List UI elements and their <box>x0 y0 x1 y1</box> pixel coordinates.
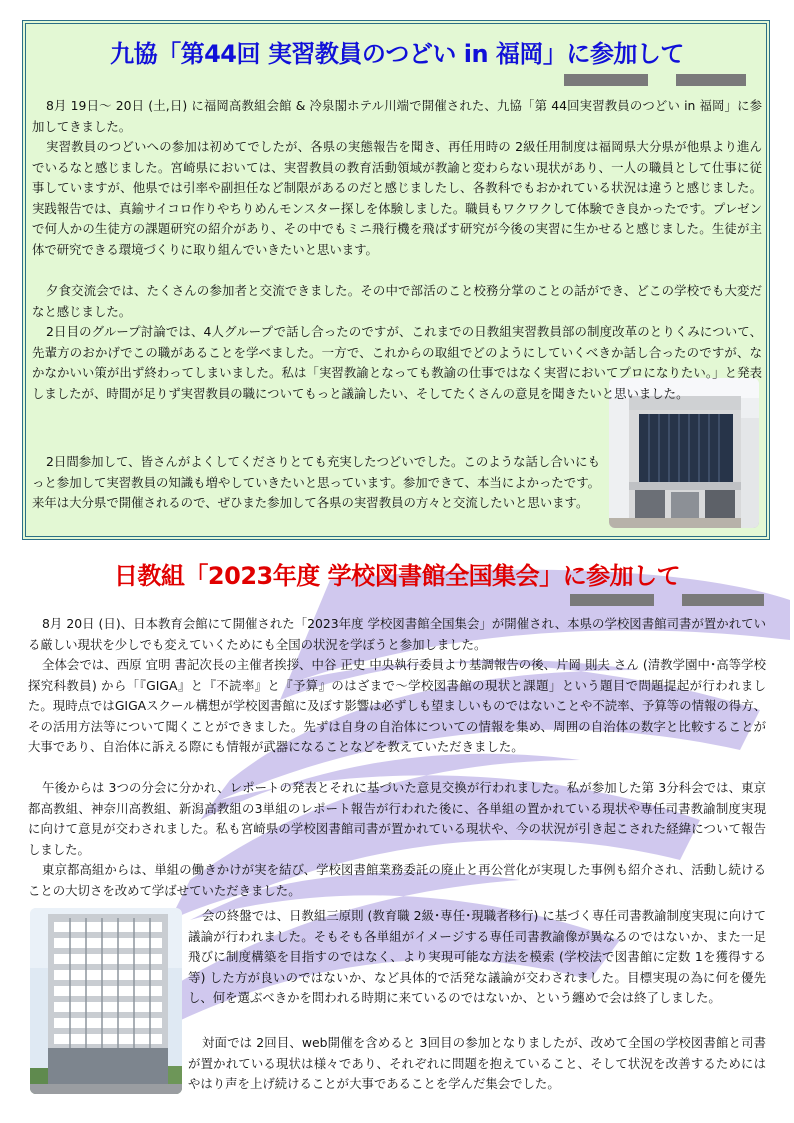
article-paragraph: 会の終盤では、日教組三原則 (教育職 2級･専任･現職者移行) に基づく専任司書教諭制度実現に向けて議論が行われました。そもそも各単組がイメージする専任司書教諭像が異なるのではないか、また一足飛びに制度構築を目指すのではなく、より実現可能な方法を模索 (学校法で図書館に定数 1を獲得する等) した方が良いのではないか、など具体的で活発な議論が交わされました。目標実現の為に何を優先し、何を選ぶべきかを問われる時期に来ているのではないか、という纏めで会は終了しました。 <box>188 908 766 1005</box>
author-redaction-bar <box>570 594 654 606</box>
building-photo-kyoiku-kaikan <box>30 908 182 1094</box>
article-paragraph: 2日目のグループ討論では、4人グループで話し合ったのですが、これまでの日教組実習教員部の制度改革のとりくみについて、先輩方のおかげでこの職があることを学べました。一方で、これからの取組でどのようにしていくべきか話し合ったのですが、なかなかいい策が出ず終わってしまいました。私は「実習教諭となっても教諭の仕事ではなく実習においてプロになりたい。」と発表しましたが、時間が足りず実習教員の職についてもっと議論したい、そしてたくさんの意見を聞きたいと思いました。 <box>32 324 762 401</box>
article-title-library: 日教組「2023年度 学校図書館全国集会」に参加して <box>113 562 681 590</box>
author-redaction-bar <box>682 594 764 606</box>
author-redaction-bar <box>564 74 648 86</box>
article-paragraph: 対面では 2回目、web開催を含めると 3回目の参加となりましたが、改めて全国の学校図書館と司書が置かれている現状は様々であり、それぞれに問題を抱えていること、そして状況を改善するためにはやはり声を上げ続けることが大事であることを学んだ集会でした。 <box>188 1035 766 1091</box>
article-paragraph: 8月 19日～ 20日 (土,日) に福岡高教組会館 & 冷泉閣ホテル川端で開催された、九協「第 44回実習教員のつどい in 福岡」に参加してきました。 <box>32 98 762 134</box>
article-paragraph: 2日間参加して、皆さんがよくしてくださりとても充実したつどいでした。このような話し合いにもっと参加して実習教員の知識も増やしていきたいと思っています。参加できて、本当によかったです。来年は大分県で開催されるので、ぜひまた参加して各県の実習教員の方々と交流したいと思います。 <box>32 454 600 510</box>
article-paragraph: 夕食交流会では、たくさんの参加者と交流できました。その中で部活のこと校務分掌のことの話ができ、どこの学校でも大変だなと感じました。 <box>32 283 762 319</box>
article-paragraph: 全体会では、西原 宜明 書記次長の主催者挨拶、中谷 正史 中央執行委員より基調報告の後、片岡 則夫 さん (清教学園中･高等学校探究科教員) から「『GIGA』と『不読率』と『予算』のはざまで～学校図書館の現状と課題」という題目で問題提起が行われました。現時点ではGIGAスクール構想が学校図書館に及ぼす影響は必ずしも望ましいものではないことや不読率、予算等の情報の得方、その活用方法等について聞くことができました。先ずは自身の自治体についての情報を集め、周囲の自治体の数字と比較することが大事であり、自治体に訴える際にも情報が武器になることなどを教えていただきました。 <box>28 657 766 754</box>
author-redaction-bar <box>676 74 746 86</box>
article-paragraph: 実習教員のつどいへの参加は初めてでしたが、各県の実態報告を聞き、再任用時の 2級任用制度は福岡県大分県が他県より進んでいるなと感じました。宮崎県においては、実習教員の教育活動領域が教諭と変わらない現状があり、一人の職員として仕事に従事していますが、他県では引率や副担任など制限があるのだと感じましたし、各教科でもおかれている状況は違うと感じました。実践報告では、真鍮サイコロ作りやちりめんモンスター探しを体験しました。職員もワクワクして体験でき良かったです。プレゼンで何人かの生徒方の課題研究の紹介があり、その中でもミニ飛行機を飛ばす研究が今後の実習に生かせると感じました。生徒が主体で研究できる環境づくりに取り組んでいきたいと思います。 <box>32 139 762 257</box>
article-paragraph: 8月 20日 (日)、日本教育会館にて開催された「2023年度 学校図書館全国集会」が開催され、本県の学校図書館司書が置かれている厳しい現状を少しでも変えていくためにも全国の状況を学ぼうと参加しました。 <box>28 616 766 652</box>
article-title-kyukyo: 九協「第44回 実習教員のつどい in 福岡」に参加して <box>110 40 684 68</box>
article-paragraph: 東京都高組からは、単組の働きかけが実を結び、学校図書館業務委託の廃止と再公営化が実現した事例も紹介され、活動し続けることの大切さを改めて学ばせていただきました。 <box>28 862 766 898</box>
article-paragraph: 午後からは 3つの分会に分かれ、レポートの発表とそれに基づいた意見交換が行われました。私が参加した第 3分科会では、東京都高教組、神奈川高教組、新潟高教組の3単組のレポート報告が行われた後に、各単組の置かれている現状や専任司書教諭制度実現に向けて意見が交わされました。私も宮崎県の学校図書館司書が置かれている現状や、今の状況が引き起こされた経緯について報告しました。 <box>28 780 766 857</box>
